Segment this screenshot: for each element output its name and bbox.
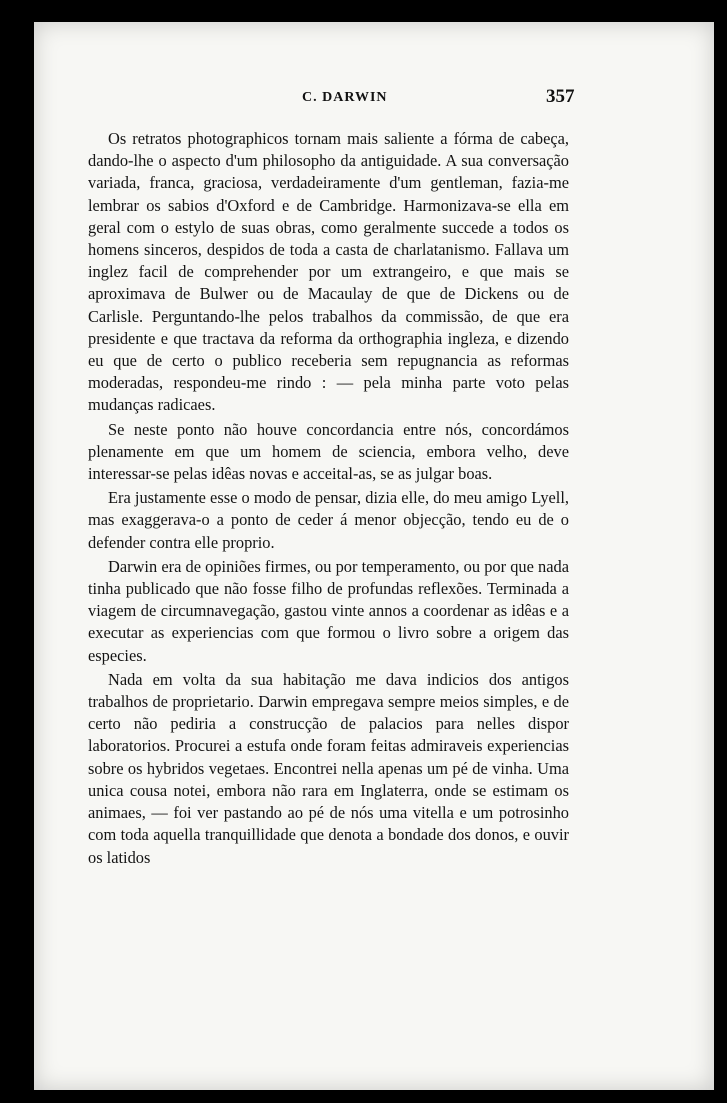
- paragraph-3: Era justamente esse o modo de pensar, dizia elle, do meu amigo Lyell, mas exaggerava-o a ponto de ceder á menor objecção, tendo eu de o defender contra elle proprio.: [88, 488, 569, 552]
- paragraph-1: Os retratos photographicos tornam mais saliente a fórma de cabeça, dando-lhe o aspecto d'um philosopho da antiguidade. A sua conversação variada, franca, graciosa, verdadeiramente d'um gentleman, fazia-me lembrar os sabios d'Oxford e de Cambridge. Harmonizava-se ella em geral com o estylo de suas obras, como geralmente succede a todos os homens sinceros, despidos de toda a casta de charlatanismo. Fallava um inglez facil de comprehender por um extrangeiro, e que mais se aproximava de Bulwer ou de Macaulay de que de Dickens ou de Carlisle. Perguntando-lhe pelos trabalhos da commissão, de que era presidente e que tractava da reforma da orthographia ingleza, e dizendo eu que de certo o publico receberia sem repugnancia as reformas moderadas, respondeu-me rindo : — pela minha parte voto pelas mudanças radicaes.: [88, 129, 569, 415]
- book-page: [34, 22, 714, 1090]
- paragraph-2: Se neste ponto não houve concordancia entre nós, concordámos plenamente em que um homem de sciencia, embora velho, deve interessar-se pelas idêas novas e acceital-as, se as julgar boas.: [88, 419, 569, 484]
- paragraph-5: Nada em volta da sua habitação me dava indicios dos antigos trabalhos de proprietario. Darwin empregava sempre meios simples, e de certo não pediria a construcção de palacios para nelles dispor laboratorios. Procurei a estufa onde foram feitas admiraveis experiencias sobre os hybridos vegetaes. Encontrei nella apenas um pé de vinha. Uma unica cousa notei, embora não rara em Inglaterra, onde se estimam os animaes, — foi ver pastando ao pé de nós uma vitella e um potrosinho com toda aquella tranquillidade que denota a bondade dos donos, e ouvir os latidos: [88, 669, 569, 867]
- page-number: 357: [546, 86, 575, 107]
- paragraph-4: Darwin era de opiniões firmes, ou por temperamento, ou por que nada tinha publicado que não fosse filho de profundas reflexões. Terminada a viagem de circumnavegação, gastou vinte annos a coordenar as idêas e a executar as experiencias com que formou o livro sobre a origem das especies.: [88, 556, 569, 665]
- body-text: [88, 128, 569, 869]
- page-header: [34, 86, 714, 114]
- running-title: C. DARWIN: [302, 90, 388, 105]
